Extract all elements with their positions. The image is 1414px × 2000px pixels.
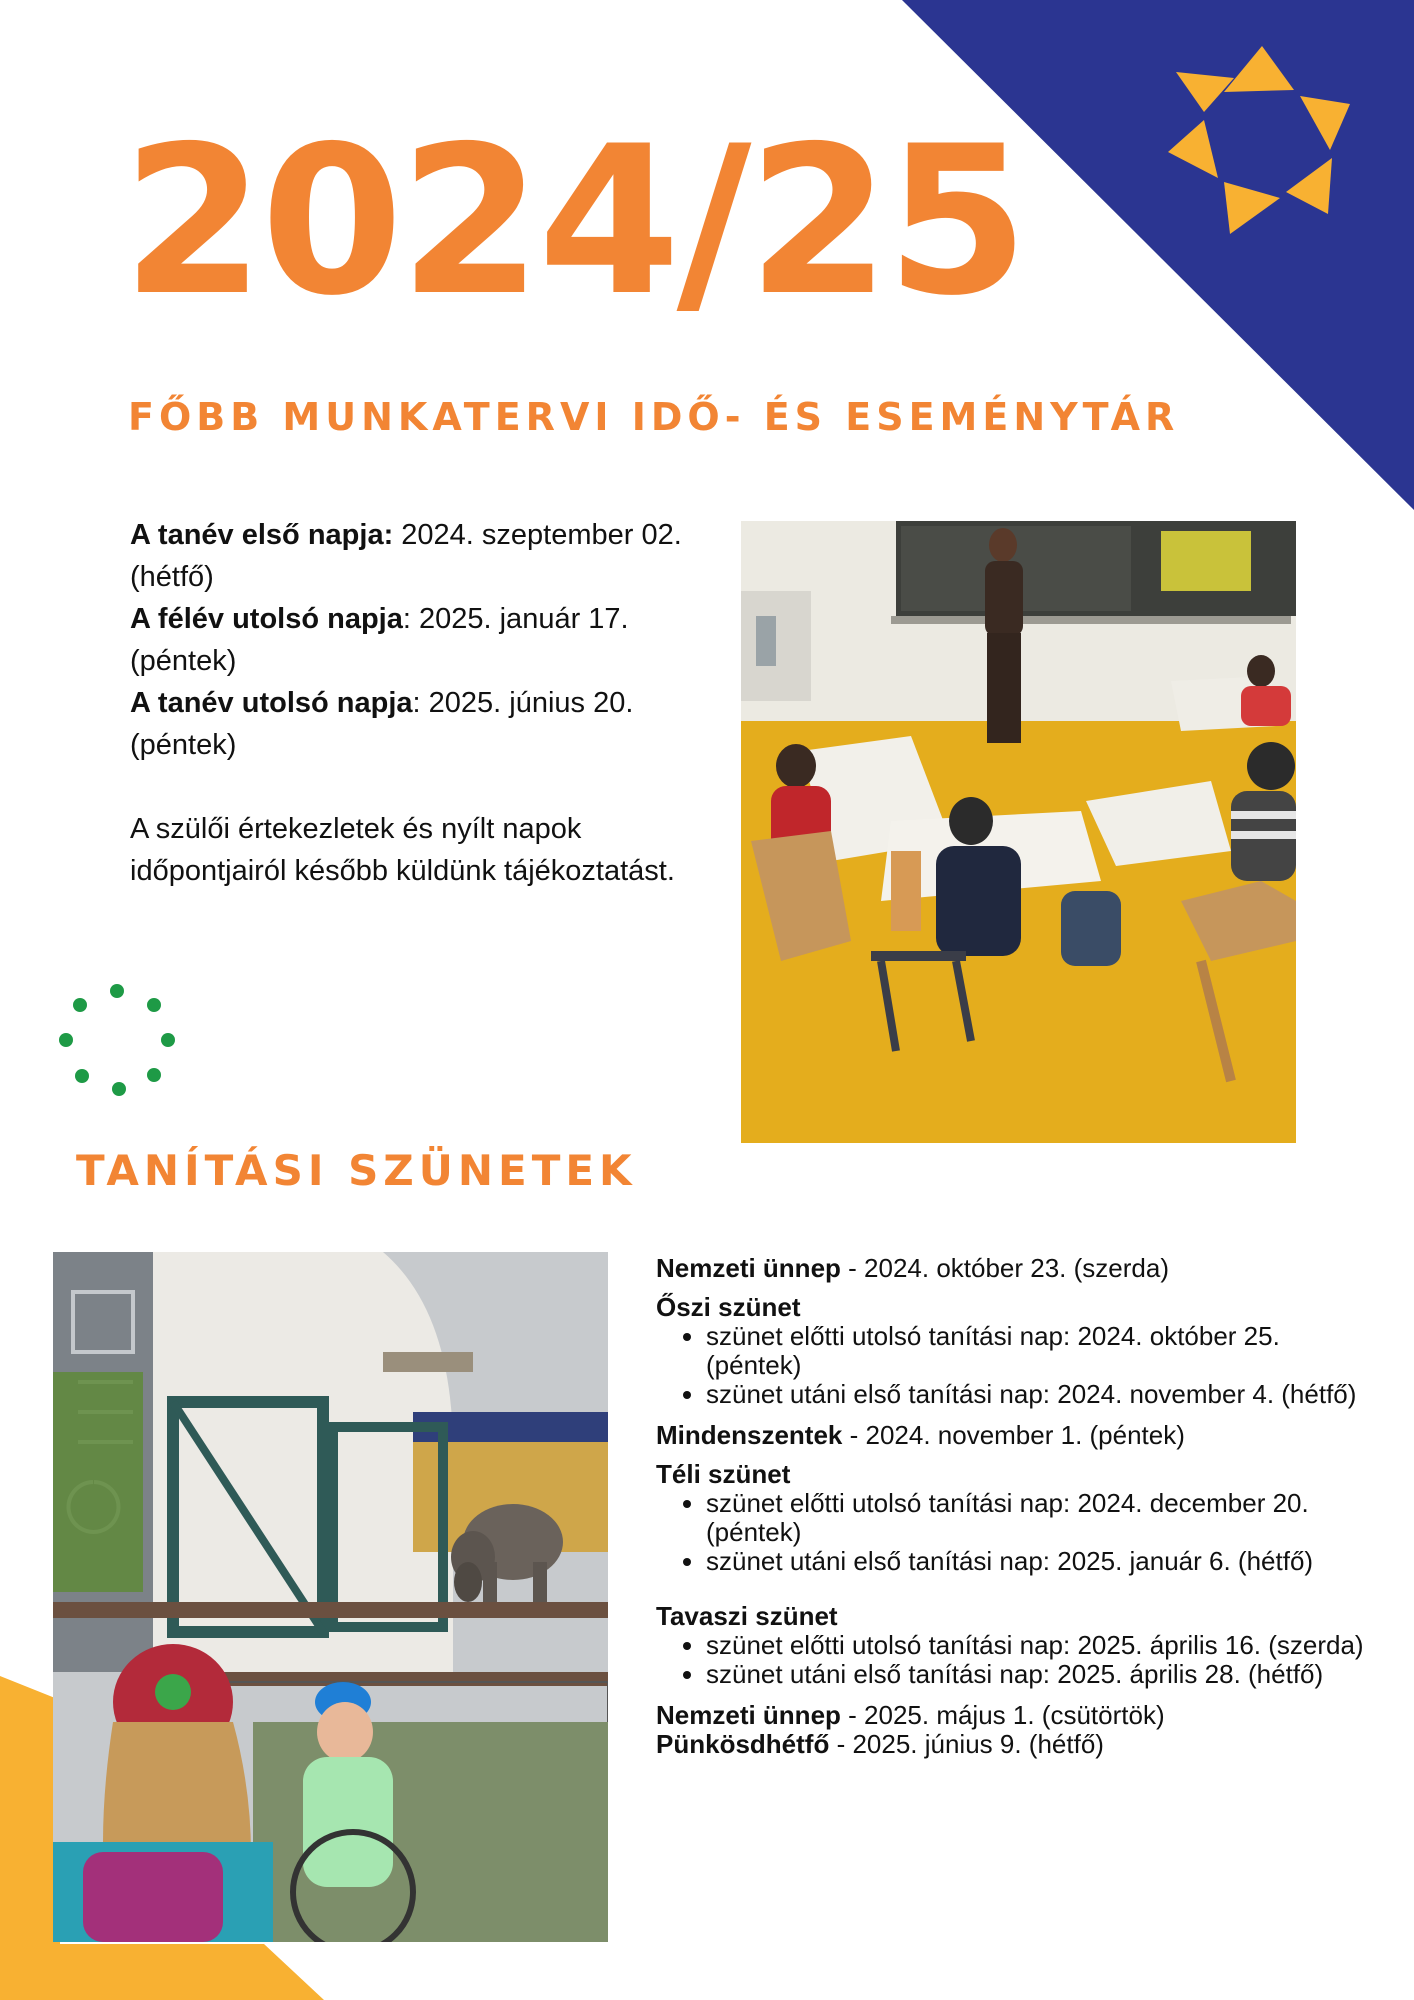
classroom-photo (741, 521, 1296, 1143)
list-item: • szünet utáni első tanítási nap: 2025. január 6. (hétfő) (706, 1547, 1376, 1576)
last-day-value: : 2025. június 20. (péntek) (130, 687, 634, 761)
all-saints-label: Mindenszentek (656, 1420, 843, 1450)
national-day-2-value: - 2025. május 1. (csütörtök) (840, 1700, 1165, 1730)
semester-end-value: : 2025. január 17. (péntek) (130, 603, 629, 677)
list-item: • szünet előtti utolsó tanítási nap: 2024. december 20. (péntek) (706, 1489, 1376, 1547)
national-day-1 (656, 1254, 1376, 1283)
school-breaks-list (656, 1254, 1376, 1759)
parent-meetings-note: A szülői értekezletek és nyílt napok időpontjairól később küldünk tájékoztatást. (130, 813, 675, 887)
all-saints-day (656, 1421, 1376, 1450)
intro-block (130, 514, 730, 892)
winter-break-title: Téli szünet (656, 1459, 791, 1489)
whit-monday (656, 1730, 1376, 1759)
section-title-breaks: TANÍTÁSI SZÜNETEK (76, 1146, 637, 1195)
all-saints-value: - 2024. november 1. (péntek) (842, 1420, 1185, 1450)
zoo-photo (53, 1252, 608, 1942)
pinwheel-logo-icon (1158, 42, 1370, 242)
whit-monday-value: - 2025. június 9. (hétfő) (829, 1729, 1104, 1759)
list-item: • szünet előtti utolsó tanítási nap: 2024. október 25. (péntek) (706, 1322, 1376, 1380)
list-item: • szünet utáni első tanítási nap: 2025. április 28. (hétfő) (706, 1660, 1376, 1689)
spring-break-title: Tavaszi szünet (656, 1601, 838, 1631)
first-day-value: 2024. szeptember 02. (hétfő) (130, 519, 682, 593)
dotted-circle-icon (58, 983, 176, 1101)
list-item: • szünet előtti utolsó tanítási nap: 2025. április 16. (szerda) (706, 1631, 1376, 1660)
page-subtitle: FŐBB MUNKATERVI IDŐ- ÉS ESEMÉNYTÁR (128, 395, 1180, 439)
semester-end-label: A félév utolsó napja (130, 603, 403, 635)
national-day-1-value: - 2024. október 23. (szerda) (840, 1253, 1169, 1283)
autumn-break-list (656, 1322, 1376, 1409)
semester-end-line (130, 598, 730, 682)
national-day-1-label: Nemzeti ünnep (656, 1253, 841, 1283)
national-day-2 (656, 1701, 1376, 1730)
last-day-line (130, 682, 730, 766)
spring-break-list (656, 1631, 1376, 1689)
year-title: 2024/25 (122, 103, 1025, 341)
list-item: • szünet utáni első tanítási nap: 2024. november 4. (hétfő) (706, 1380, 1376, 1409)
national-day-2-label: Nemzeti ünnep (656, 1700, 841, 1730)
autumn-break-title: Őszi szünet (656, 1292, 801, 1322)
whit-monday-label: Pünkösdhétfő (656, 1729, 830, 1759)
winter-break-list (656, 1489, 1376, 1576)
first-day-line (130, 514, 730, 598)
last-day-label: A tanév utolsó napja (130, 687, 413, 719)
first-day-label: A tanév első napja: (130, 519, 394, 551)
